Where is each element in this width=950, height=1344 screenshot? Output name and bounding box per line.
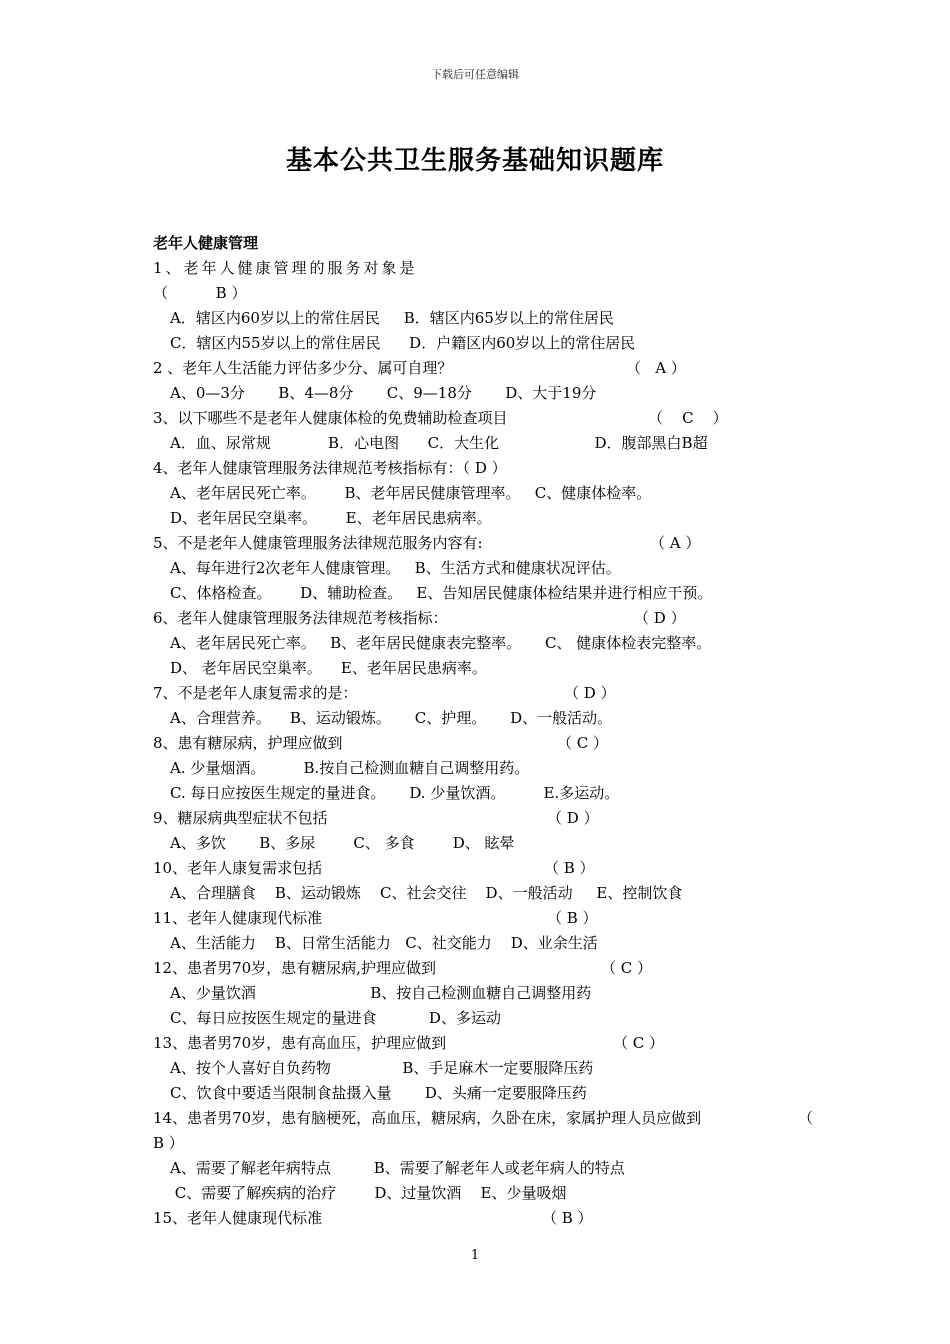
answer-bracket: （ C ） [613,1034,665,1052]
question-text: 15、老年人健康现代标准 [153,1209,323,1227]
answer-bracket: （ D ） [634,609,686,627]
question-text: 9、糖尿病典型症状不包括 [153,809,328,827]
question-2 [153,356,813,381]
answer-bracket: （ A ） [650,534,701,552]
answer-bracket: （ B ） [153,284,247,302]
question-6-options-b: D、 老年居民空巢率。 E、老年居民患病率。 [170,659,487,677]
question-text: 2 、老年人生活能力评估多少分、属可自理？ [153,359,453,377]
answer-bracket: （ [798,1109,814,1127]
question-6 [153,606,813,631]
question-8-options-a: A. 少量烟酒。 B.按自己检测血糖自己调整用药。 [170,759,530,777]
question-text: 6、老年人健康管理服务法律规范考核指标： [153,609,448,627]
answer-bracket: （ C ） [601,959,653,977]
question-text: 4、老年人健康管理服务法律规范考核指标有：（ D ） [153,459,507,477]
question-4-options-b: D、老年居民空巢率。 E、老年居民患病率。 [170,509,492,527]
page-number: 1 [470,1248,480,1263]
question-7-options: A、合理营养。 B、运动锻炼。 C、护理。 D、一般活动。 [170,709,613,727]
question-text: 3、以下哪些不是老年人健康体检的免费辅助检查项目 [153,409,508,427]
question-13-options-a: A、按个人喜好自负药物 B、手足麻木一定要服降压药 [170,1059,594,1077]
answer-bracket: （ D ） [547,809,599,827]
question-text: 11、老年人健康现代标准 [153,909,323,927]
question-text: 12、患者男70岁，患有糖尿病,护理应做到 [153,959,436,977]
question-9 [153,806,813,831]
question-9-options: A、多饮 B、多尿 C、 多食 D、 眩晕 [170,834,515,852]
question-10-options: A、合理膳食 B、运动锻炼 C、社会交往 D、一般活动 E、控制饮食 [170,884,683,902]
question-2-options: A、0—3分 B、4—8分 C、9—18分 D、大于19分 [170,384,597,402]
answer-bracket: （ D ） [564,684,616,702]
answer-bracket: （ C ） [648,409,728,427]
question-12-options-b: C、每日应按医生规定的量进食 D、多运动 [170,1009,501,1027]
question-list [153,231,813,1231]
question-text: 13、患者男70岁，患有高血压，护理应做到 [153,1034,447,1052]
question-7 [153,681,813,706]
answer-bracket: （ B ） [542,1209,593,1227]
question-text: 1、老年人健康管理的服务对象是 [153,259,418,277]
question-text: 5、不是老年人健康管理服务法律规范服务内容有: [153,534,483,552]
question-5 [153,531,813,556]
question-12 [153,956,813,981]
page-header: 下载后可任意编辑 [431,68,519,81]
question-14-options-a: A、需要了解老年病特点 B、需要了解老年人或老年病人的特点 [170,1159,625,1177]
question-6-options-a: A、老年居民死亡率。 B、老年居民健康表完整率。 C、 健康体检表完整率。 [170,634,712,652]
section-heading: 老年人健康管理 [153,234,259,252]
answer-bracket: B ） [153,1134,184,1152]
question-1-answer [153,281,813,306]
question-text: 10、老年人康复需求包括 [153,859,323,877]
question-3 [153,406,813,431]
question-14 [153,1106,813,1131]
question-4-options-a: A、老年居民死亡率。 B、老年居民健康管理率。 C、健康体检率。 [170,484,652,502]
page-title: 基本公共卫生服务基础知识题库 [285,146,664,176]
question-4 [153,456,813,481]
question-8-options-b: C. 每日应按医生规定的量进食。 D. 少量饮酒。 E.多运动。 [170,784,620,802]
question-12-options-a: A、少量饮酒 B、按自己检测血糖自己调整用药 [170,984,592,1002]
answer-bracket: （ B ） [547,909,598,927]
question-11-options: A、生活能力 B、日常生活能力 C、社交能力 D、业余生活 [170,934,598,952]
question-3-options: A．血、尿常规 B．心电图 C．大生化 D．腹部黑白B超 [170,434,708,452]
question-1 [153,256,813,281]
question-5-options-a: A、每年进行2次老年人健康管理。 B、生活方式和健康状况评估。 [170,559,621,577]
question-14-answer [153,1131,813,1156]
question-1-options-a: A．辖区内60岁以上的常住居民 B．辖区内65岁以上的常住居民 [170,309,614,327]
question-14-options-b: C、需要了解疾病的治疗 D、过量饮酒 E、少量吸烟 [170,1184,567,1202]
question-10 [153,856,813,881]
answer-bracket: （ B ） [544,859,595,877]
question-1-options-b: C．辖区内55岁以上的常住居民 D．户籍区内60岁以上的常住居民 [170,334,636,352]
question-text: 14、患者男70岁，患有脑梗死，高血压，糖尿病，久卧在床，家属护理人员应做到 [153,1109,702,1127]
question-text: 8、患有糖尿病，护理应做到 [153,734,343,752]
answer-bracket: （ A ） [626,359,686,377]
question-8 [153,731,813,756]
answer-bracket: （ C ） [557,734,609,752]
question-text: 7、不是老年人康复需求的是： [153,684,358,702]
question-13 [153,1031,813,1056]
question-13-options-b: C、饮食中要适当限制食盐摄入量 D、头痛一定要服降压药 [170,1084,587,1102]
question-11 [153,906,813,931]
question-15 [153,1206,813,1231]
question-5-options-b: C、体格检查。 D、辅助检查。 E、告知居民健康体检结果并进行相应干预。 [170,584,713,602]
